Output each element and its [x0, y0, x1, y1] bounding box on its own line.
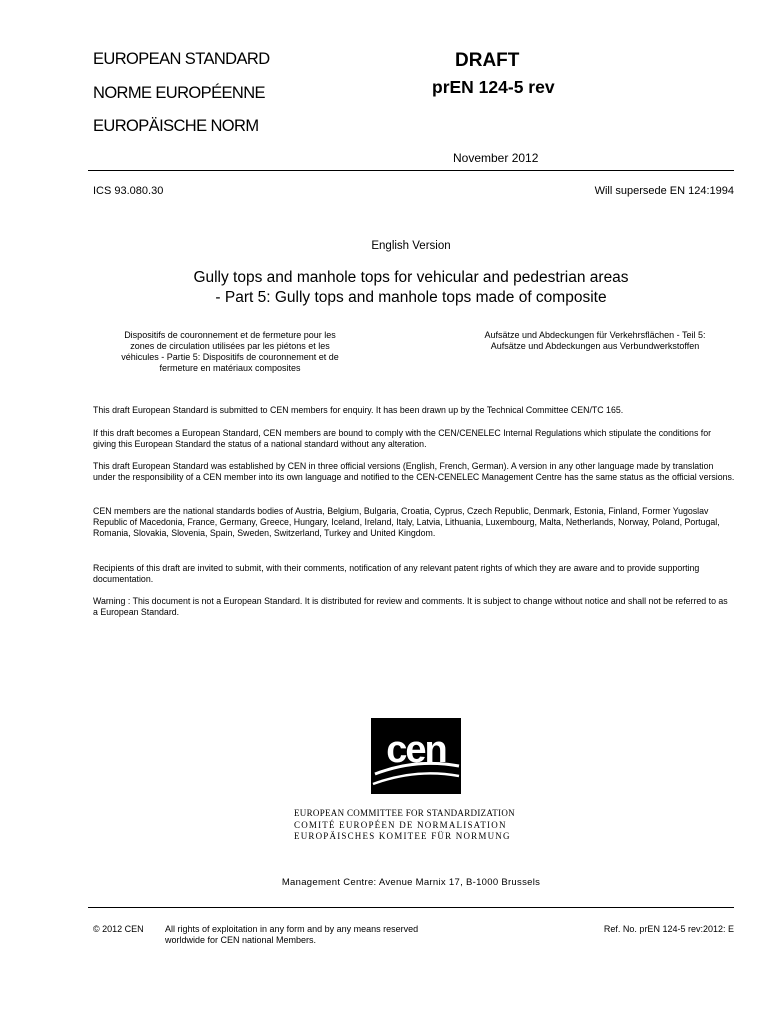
- paragraph-warning: Warning : This document is not a European Standard. It is distributed for review and comments. It is subject to change without notice and shall not be referred to as a European Standard.: [93, 596, 728, 618]
- reference-number: Ref. No. prEN 124-5 rev:2012: E: [603, 924, 734, 934]
- management-centre-address: Management Centre: Avenue Marnix 17, B-1000 Brussels: [281, 877, 541, 888]
- rights-line: All rights of exploitation in any form and by any means reserved: [165, 924, 419, 934]
- draft-label: DRAFT: [455, 50, 520, 71]
- french-title-line: véhicules - Partie 5: Dispositifs de couronnement et de: [121, 352, 339, 362]
- copyright: © 2012 CEN: [93, 924, 144, 934]
- committee-name-fr: COMITÉ EUROPÉEN DE NORMALISATION: [294, 819, 507, 830]
- standard-name-de: EUROPÄISCHE NORM: [93, 117, 259, 135]
- paragraph-patents: Recipients of this draft are invited to submit, with their comments, notification of any relevant patent rights of which they are aware and to provide supporting documentation.: [93, 563, 700, 585]
- standard-name-fr: NORME EUROPÉENNE: [93, 84, 265, 102]
- publication-date: November 2012: [453, 151, 539, 165]
- title-line-2: - Part 5: Gully tops and manhole tops made of composite: [215, 289, 607, 306]
- cen-logo-text: cen: [386, 729, 446, 771]
- german-title: [450, 330, 740, 352]
- committee-names: [294, 808, 515, 843]
- french-title-line: zones de circulation utilisées par les piétons et les: [130, 341, 330, 351]
- paragraph-enquiry: This draft European Standard is submitted to CEN members for enquiry. It has been drawn up by the Technical Committee CEN/TC 165.: [93, 405, 624, 415]
- ics-code: ICS 93.080.30: [93, 185, 164, 197]
- french-title-line: fermeture en matériaux composites: [159, 363, 301, 373]
- standard-name-en: EUROPEAN STANDARD: [93, 50, 270, 68]
- supersede-note: Will supersede EN 124:1994: [594, 185, 734, 197]
- german-title-line: Aufsätze und Abdeckungen für Verkehrsflächen - Teil 5:: [484, 330, 706, 340]
- french-title-line: Dispositifs de couronnement et de fermeture pour les: [124, 330, 336, 340]
- paragraph-members: CEN members are the national standards bodies of Austria, Belgium, Bulgaria, Croatia, Cyprus, Czech Republic, Denmark, Estonia, Finland, Former Yugoslav Republic of Macedonia, France, Germany, Greece, Hungary, Iceland, Ireland, Italy, Latvia, Lithuania, Luxembourg, Malta, Netherlands, Norway, Poland, Portugal, Romania, Slovakia, Slovenia, Spain, Sweden, Switzerland, Turkey and United Kingdom.: [93, 506, 720, 539]
- logo-swoosh-2: [373, 773, 459, 784]
- committee-name-de: EUROPÄISCHES KOMITEE FÜR NORMUNG: [294, 831, 511, 841]
- paragraph-versions: This draft European Standard was established by CEN in three official versions (English, French, German). A version in any other language made by translation under the responsibility of a CEN member into its own language and notified to the CEN-CENELEC Management Centre has the same status as the official versions.: [93, 461, 735, 483]
- german-title-line: Aufsätze und Abdeckungen aus Verbundwerkstoffen: [490, 341, 700, 351]
- french-title: [90, 330, 370, 374]
- standard-reference: prEN 124-5 rev: [432, 77, 555, 97]
- header-divider: [88, 170, 734, 171]
- rights-statement: [165, 924, 418, 946]
- paragraph-compliance: If this draft becomes a European Standard, CEN members are bound to comply with the CEN/CENELEC Internal Regulations which stipulate the conditions for giving this European Standard the status of a national standard without any alteration.: [93, 428, 712, 450]
- committee-name-en: EUROPEAN COMMITTEE FOR STANDARDIZATION: [294, 808, 515, 818]
- cen-logo-graphic: [371, 718, 461, 794]
- document-title: [88, 268, 734, 308]
- rights-line: worldwide for CEN national Members.: [165, 935, 317, 945]
- footer-divider: [88, 907, 734, 908]
- title-line-1: Gully tops and manhole tops for vehicular and pedestrian areas: [193, 269, 629, 286]
- cen-logo: [371, 718, 461, 794]
- version-label: English Version: [371, 240, 451, 252]
